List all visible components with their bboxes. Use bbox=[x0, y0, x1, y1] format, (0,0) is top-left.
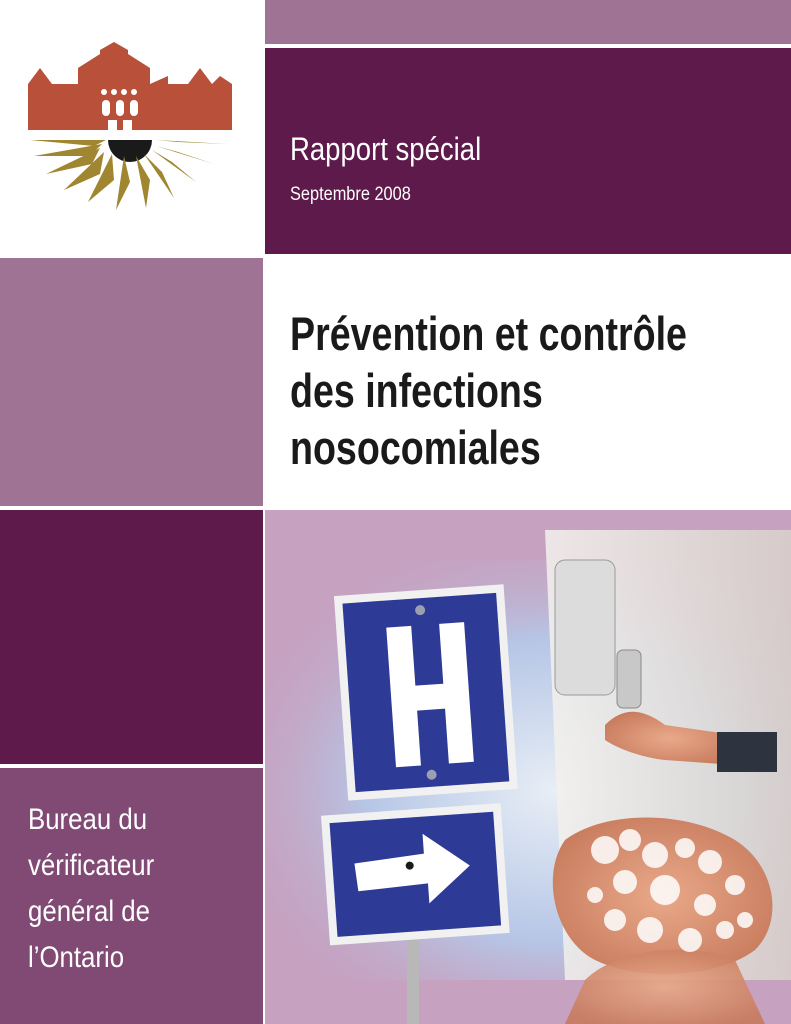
title-line-3: nosocomiales bbox=[290, 421, 541, 474]
top-accent-bar bbox=[265, 0, 791, 44]
plum-block bbox=[0, 510, 263, 764]
ontario-logo-icon bbox=[28, 40, 234, 220]
publisher-line-2: vérificateur bbox=[28, 849, 155, 882]
hospital-photo-image bbox=[265, 510, 791, 1024]
report-date: Septembre 2008 bbox=[290, 184, 411, 205]
publisher-line-3: général de bbox=[28, 895, 150, 928]
publisher-line-1: Bureau du bbox=[28, 803, 148, 836]
mauve-block bbox=[0, 258, 263, 506]
title-line-2: des infections bbox=[290, 364, 543, 417]
publisher-name bbox=[28, 797, 154, 981]
title-line-1: Prévention et contrôle bbox=[290, 307, 687, 360]
publisher-line-4: l’Ontario bbox=[28, 941, 125, 974]
document-title bbox=[290, 305, 687, 476]
report-type-label: Rapport spécial bbox=[290, 131, 482, 167]
cover-photo bbox=[265, 510, 791, 1024]
